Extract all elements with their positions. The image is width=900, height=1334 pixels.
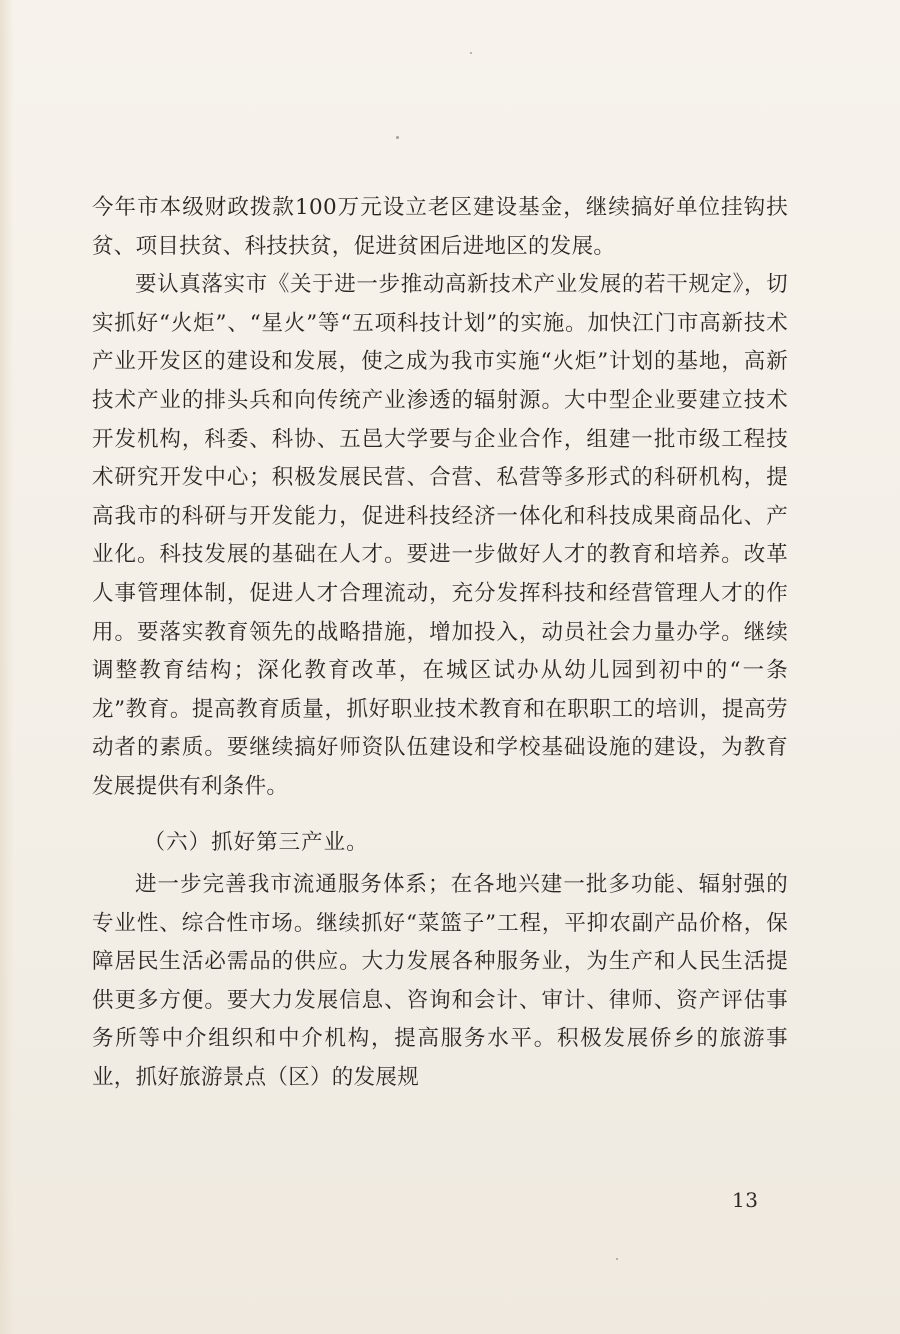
paragraph-gap (92, 807, 788, 824)
scan-speck (616, 1258, 618, 1260)
paragraph-science-technology-education: 要认真落实市《关于进一步推动高新技术产业发展的若干规定》，切实抓好“火炬”、“星火”等“五项科技计划”的实施。加快江门市高新技术产业开发区的建设和发展，使之成为我市实施“火炬”计划的基地，高新技术产业的排头兵和向传统产业渗透的辐射源。大中型企业要建立技术开发机构，科委、科协、五邑大学要与企业合作，组建一批市级工程技术研究开发中心；积极发展民营、合营、私营等多形式的科研机构，提高我市的科研与开发能力，促进科技经济一体化和科技成果商品化、产业化。科技发展的基础在人才。要进一步做好人才的教育和培养。改革人事管理体制，促进人才合理流动，充分发挥科技和经营管理人才的作用。要落实教育领先的战略措施，增加投入，动员社会力量办学。继续调整教育结构；深化教育改革，在城区试办从幼儿园到初中的“一条龙”教育。提高教育质量，抓好职业技术教育和在职职工的培训，提高劳动者的素质。要继续搞好师资队伍建设和学校基础设施的建设，为教育发展提供有利条件。 (92, 272, 788, 799)
paragraph-tertiary-industry: 进一步完善我市流通服务体系；在各地兴建一批多功能、辐射强的专业性、综合性市场。继续抓好“菜篮子”工程，平抑农副产品价格，保障居民生活必需品的供应。大力发展各种服务业，为生产和人民生活提供更多方便。要大力发展信息、咨询和会计、审计、律师、资产评估事务所等中介组织和中介机构，提高服务水平。积极发展侨乡的旅游事业，抓好旅游景点（区）的发展规 (92, 872, 788, 1091)
section-heading-tertiary-industry: （六）抓好第三产业。 (143, 829, 369, 855)
page-spine-shadow (0, 0, 14, 1334)
scan-speck (470, 52, 472, 54)
scan-speck (396, 136, 399, 139)
page-number: 13 (732, 1188, 759, 1212)
body-text (92, 189, 788, 1098)
paragraph-continuation: 今年市本级财政拨款100万元设立老区建设基金，继续搞好单位挂钩扶贫、项目扶贫、科技扶贫，促进贫困后进地区的发展。 (92, 195, 788, 259)
